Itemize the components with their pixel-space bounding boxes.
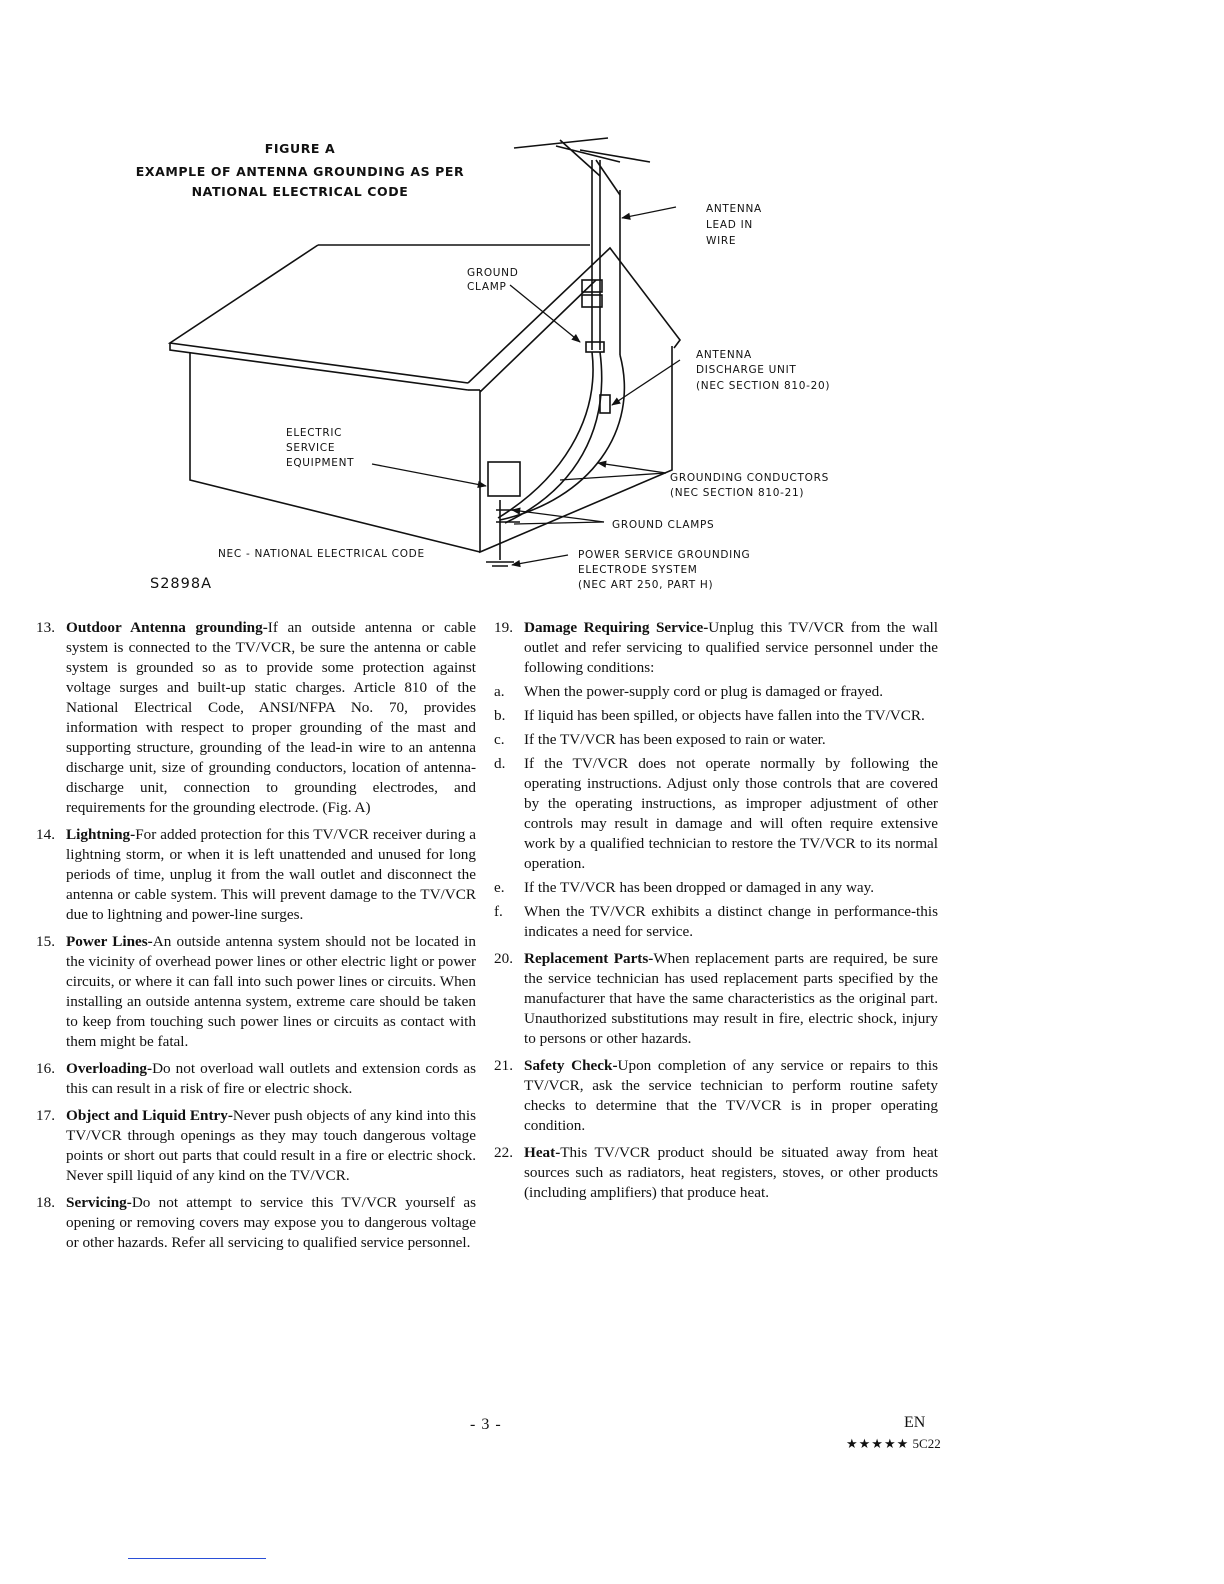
page-number: - 3 - bbox=[470, 1416, 502, 1433]
safety-subitem-d bbox=[494, 754, 938, 874]
item-text: For added protection for this TV/VCR receiver during a lightning storm, or when it is left unattended and unused for long periods of time, unplug it from the wall outlet and disconnect the antenna or cable system. This will prevent damage to the TV/VCR due to lightning and power-line surges. bbox=[66, 826, 476, 923]
leader-lines bbox=[372, 207, 680, 565]
item-text: If the TV/VCR has been dropped or damaged in any way. bbox=[524, 879, 875, 896]
item-number: 22. bbox=[494, 1144, 513, 1161]
label-ground-clamps: GROUND CLAMPS bbox=[612, 519, 715, 531]
safety-item-18 bbox=[36, 1193, 476, 1253]
safety-item-13 bbox=[36, 618, 476, 818]
item-title: Safety Check- bbox=[524, 1057, 618, 1074]
safety-item-21 bbox=[494, 1056, 938, 1136]
model-code bbox=[846, 1436, 941, 1452]
label-conductors-2: (NEC SECTION 810-21) bbox=[670, 487, 805, 499]
model-number: 5C22 bbox=[912, 1436, 941, 1451]
item-number: 21. bbox=[494, 1057, 513, 1074]
item-title: Outdoor Antenna grounding- bbox=[66, 619, 268, 636]
item-number: 19. bbox=[494, 619, 513, 636]
item-number: b. bbox=[494, 707, 506, 724]
grounding-conductors bbox=[486, 352, 624, 566]
label-power-3: (NEC ART 250, PART H) bbox=[578, 579, 714, 591]
item-text: Do not attempt to service this TV/VCR yourself as opening or removing covers may expose you to dangerous voltage or other hazards. Refer all servicing to qualified service personnel. bbox=[66, 1194, 476, 1251]
label-electric-3: EQUIPMENT bbox=[286, 457, 355, 469]
label-power-2: ELECTRODE SYSTEM bbox=[578, 564, 698, 576]
label-ground-clamp-2: CLAMP bbox=[467, 281, 507, 293]
item-text: This TV/VCR product should be situated away from heat sources such as radiators, heat registers, stoves, or other products (including amplifiers) that produce heat. bbox=[524, 1144, 938, 1201]
item-number: 18. bbox=[36, 1194, 55, 1211]
item-text: An outside antenna system should not be located in the vicinity of overhead power lines or other electric light or power circuits, or where it can fall into such power lines or circuits. When installing an outside antenna system, extreme care should be taken to keep from touching such power lines or circuits as contact with them might be fatal. bbox=[66, 933, 476, 1050]
item-number: f. bbox=[494, 903, 503, 920]
label-discharge-2: DISCHARGE UNIT bbox=[696, 364, 797, 376]
item-text: When the power-supply cord or plug is damaged or frayed. bbox=[524, 683, 884, 700]
safety-subitem-e bbox=[494, 878, 938, 898]
figure-subtitle-line2: NATIONAL ELECTRICAL CODE bbox=[191, 184, 409, 199]
item-text: Upon completion of any service or repairs to this TV/VCR, ask the service technician to perform routine safety checks to determine that the TV/VCR is in proper operating condition. bbox=[524, 1057, 939, 1134]
item-text: Unplug this TV/VCR from the wall outlet and refer servicing to qualified service personnel under the following conditions: bbox=[524, 619, 938, 676]
figure-titles bbox=[136, 141, 465, 199]
item-title: Heat- bbox=[524, 1144, 561, 1161]
item-text: If the TV/VCR does not operate normally by following the operating instructions. Adjust only those controls that are covered by the operating instructions, as improper adjustment of other controls may result in damage and will often require extensive work by a qualified technician to restore the TV/VCR to its normal operation. bbox=[524, 755, 938, 872]
item-title: Servicing- bbox=[66, 1194, 132, 1211]
item-text: When replacement parts are required, be sure the service technician has used replacement parts specified by the manufacturer that have the same characteristics as the original part. Unauthorized substitutions may result in fire, electric shock, injury to persons or other hazards. bbox=[524, 950, 939, 1047]
item-text: Never push objects of any kind into this TV/VCR through openings as they may touch dangerous voltage points or short out parts that could result in a fire or electric shock. Never spill liquid of any kind on the TV/VCR. bbox=[66, 1107, 476, 1184]
safety-item-22 bbox=[494, 1143, 938, 1203]
figure-title: FIGURE A bbox=[264, 141, 336, 156]
right-column bbox=[494, 618, 938, 1210]
label-electric-2: SERVICE bbox=[286, 442, 336, 454]
antenna-grounding-figure bbox=[0, 0, 1224, 610]
item-number: e. bbox=[494, 879, 505, 896]
label-conductors-1: GROUNDING CONDUCTORS bbox=[670, 472, 829, 484]
item-title: Power Lines- bbox=[66, 933, 153, 950]
item-text: If the TV/VCR has been exposed to rain or water. bbox=[524, 731, 826, 748]
label-antenna-lead-2: LEAD IN bbox=[706, 219, 753, 231]
label-discharge-1: ANTENNA bbox=[696, 349, 752, 361]
safety-subitem-a bbox=[494, 682, 938, 702]
left-column bbox=[36, 618, 476, 1260]
label-ground-clamp-1: GROUND bbox=[467, 267, 519, 279]
star-rating: ★★★★★ bbox=[846, 1436, 910, 1451]
label-nec: NEC - NATIONAL ELECTRICAL CODE bbox=[218, 548, 425, 560]
label-antenna-lead-3: WIRE bbox=[706, 235, 737, 247]
item-title: Damage Requiring Service- bbox=[524, 619, 709, 636]
label-electric-1: ELECTRIC bbox=[286, 427, 343, 439]
item-number: 20. bbox=[494, 950, 513, 967]
safety-subitem-c bbox=[494, 730, 938, 750]
language-code: EN bbox=[904, 1414, 926, 1431]
item-text: If liquid has been spilled, or objects have fallen into the TV/VCR. bbox=[524, 707, 925, 724]
item-title: Object and Liquid Entry- bbox=[66, 1107, 233, 1124]
item-text: Do not overload wall outlets and extension cords as this can result in a risk of fire or electric shock. bbox=[66, 1060, 476, 1097]
item-number: 17. bbox=[36, 1107, 55, 1124]
item-number: 16. bbox=[36, 1060, 55, 1077]
item-number: c. bbox=[494, 731, 505, 748]
safety-item-20 bbox=[494, 949, 938, 1049]
figure-code: S2898A bbox=[150, 576, 213, 592]
item-title: Overloading- bbox=[66, 1060, 153, 1077]
item-number: 14. bbox=[36, 826, 55, 843]
item-title: Lightning- bbox=[66, 826, 136, 843]
label-antenna-lead-1: ANTENNA bbox=[706, 203, 762, 215]
item-number: 13. bbox=[36, 619, 55, 636]
figure-subtitle-line1: EXAMPLE OF ANTENNA GROUNDING AS PER bbox=[135, 164, 465, 179]
figure-labels bbox=[150, 203, 830, 592]
safety-item-19 bbox=[494, 618, 938, 678]
label-discharge-3: (NEC SECTION 810-20) bbox=[696, 380, 831, 392]
safety-item-16 bbox=[36, 1059, 476, 1099]
house-drawing bbox=[170, 245, 680, 552]
safety-item-17 bbox=[36, 1106, 476, 1186]
safety-subitem-b bbox=[494, 706, 938, 726]
item-number: d. bbox=[494, 755, 506, 772]
item-number: a. bbox=[494, 683, 505, 700]
item-text: If an outside antenna or cable system is connected to the TV/VCR, be sure the antenna or cable system is grounded so as to provide some protection against voltage surges and built-up static charges. Article 810 of the National Electrical Code, ANSI/NFPA No. 70, provides information with respect to proper grounding of the mast and supporting structure, grounding of the lead-in wire to an antenna discharge unit, size of grounding conductors, location of antenna-discharge unit, connection to grounding electrodes, and requirements for the grounding electrode. (Fig. A) bbox=[66, 619, 477, 816]
item-title: Replacement Parts- bbox=[524, 950, 654, 967]
item-number: 15. bbox=[36, 933, 55, 950]
safety-item-15 bbox=[36, 932, 476, 1052]
safety-subitem-f bbox=[494, 902, 938, 942]
item-text: When the TV/VCR exhibits a distinct change in performance-this indicates a need for service. bbox=[524, 903, 938, 940]
label-power-1: POWER SERVICE GROUNDING bbox=[578, 549, 751, 561]
bottom-rule bbox=[128, 1558, 266, 1559]
safety-item-14 bbox=[36, 825, 476, 925]
